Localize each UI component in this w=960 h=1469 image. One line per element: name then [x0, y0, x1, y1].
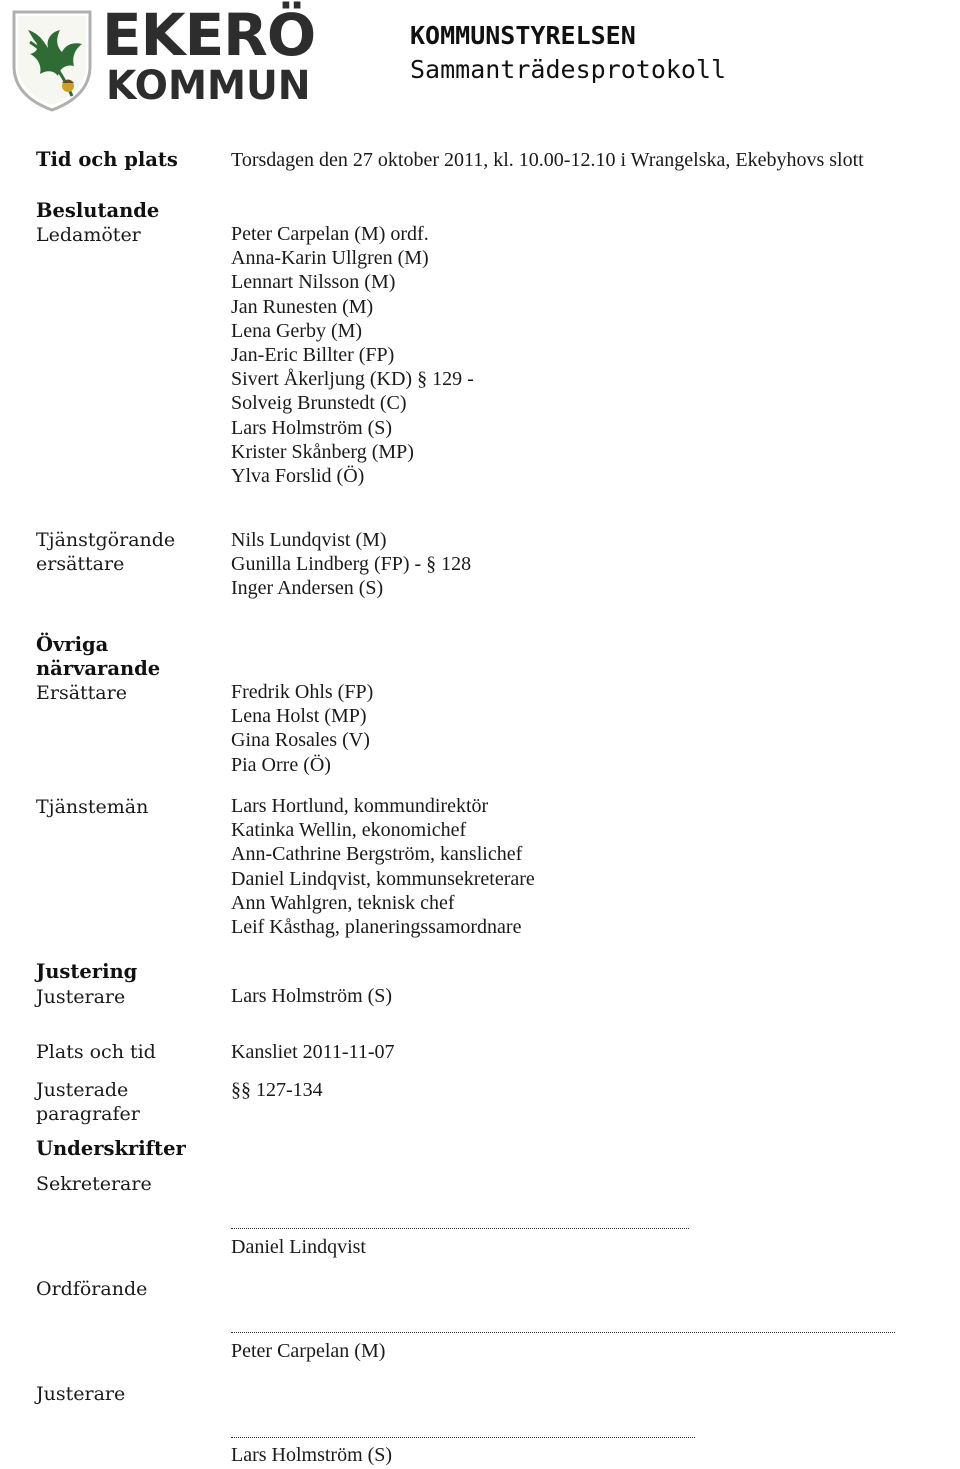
list-item: Lars Hortlund, kommundirektör	[231, 795, 489, 817]
list-item: Inger Andersen (S)	[231, 577, 384, 600]
list-item: Jan Runesten (M)	[231, 295, 374, 318]
list-item: Sivert Åkerljung (KD) § 129 -	[231, 368, 474, 391]
list-item: Jan-Eric Billter (FP)	[231, 343, 395, 366]
oak-leaf-shield-icon	[10, 8, 94, 112]
time-place-value: Torsdagen den 27 oktober 2011, kl. 10.00-12.10 i Wrangelska, Ekebyhovs slott	[231, 149, 864, 171]
members-label: Ledamöter	[36, 224, 141, 246]
logo-text-kommun: KOMMUN	[106, 63, 311, 109]
chair-signature-line	[231, 1332, 895, 1333]
paragraphs-label	[36, 1078, 140, 1126]
list-item: Lena Holst (MP)	[231, 705, 367, 728]
list-item: Lars Holmström (S)	[231, 416, 393, 439]
signatures-heading: Underskrifter	[36, 1137, 186, 1160]
list-item: Gunilla Lindberg (FP) - § 128	[231, 553, 472, 576]
deciding-heading: Beslutande	[36, 199, 160, 222]
adjuster-value: Lars Holmström (S)	[231, 985, 393, 1007]
label-line: Justerade	[36, 1079, 129, 1101]
list-item: Fredrik Ohls (FP)	[231, 681, 374, 703]
logo-text-ekero: EKERÖ	[102, 1, 316, 69]
substitutes-label: Ersättare	[36, 682, 127, 704]
list-item: Anna-Karin Ullgren (M)	[231, 247, 429, 270]
adjuster-sig-label: Justerare	[36, 1383, 126, 1405]
list-item: Peter Carpelan (M) ordf.	[231, 223, 429, 245]
substitutes-list	[231, 680, 373, 777]
members-list	[231, 222, 474, 488]
officials-list	[231, 794, 535, 939]
adjuster-signature-line	[231, 1437, 695, 1438]
list-item: Lennart Nilsson (M)	[231, 271, 396, 294]
list-item: Solveig Brunstedt (C)	[231, 392, 407, 415]
secretary-name: Daniel Lindqvist	[231, 1236, 366, 1258]
list-item: Daniel Lindqvist, kommunsekreterare	[231, 867, 535, 890]
list-item: Ylva Forslid (Ö)	[231, 464, 365, 487]
adjuster-name: Lars Holmström (S)	[231, 1444, 393, 1466]
paragraphs-value: §§ 127-134	[231, 1079, 323, 1101]
list-item: Katinka Wellin, ekonomichef	[231, 819, 467, 842]
label-line: Tjänstgörande	[36, 529, 176, 551]
list-item: Lena Gerby (M)	[231, 319, 363, 342]
adjustment-heading: Justering	[36, 960, 138, 983]
chair-name: Peter Carpelan (M)	[231, 1340, 386, 1362]
doc-type: Sammanträdesprotokoll	[410, 55, 727, 84]
org-title: KOMMUNSTYRELSEN	[410, 21, 636, 50]
heading-line: Övriga	[36, 633, 109, 656]
label-line: paragrafer	[36, 1103, 140, 1125]
list-item: Krister Skånberg (MP)	[231, 440, 414, 463]
logo	[10, 1, 316, 114]
serving-substitutes-label	[36, 528, 175, 576]
adjuster-label: Justerare	[36, 986, 126, 1008]
list-item: Ann Wahlgren, teknisk chef	[231, 891, 455, 914]
heading-line: närvarande	[36, 657, 161, 680]
list-item: Pia Orre (Ö)	[231, 753, 331, 776]
others-heading	[36, 633, 160, 681]
place-time-label: Plats och tid	[36, 1041, 156, 1063]
list-item: Nils Lundqvist (M)	[231, 529, 387, 551]
chair-label: Ordförande	[36, 1278, 148, 1300]
secretary-signature-line	[231, 1228, 689, 1229]
list-item: Gina Rosales (V)	[231, 729, 370, 752]
time-place-label: Tid och plats	[36, 148, 178, 171]
list-item: Leif Kåsthag, planeringssamordnare	[231, 915, 522, 938]
list-item: Ann-Cathrine Bergström, kanslichef	[231, 843, 523, 866]
officials-label: Tjänstemän	[36, 796, 149, 818]
serving-substitutes-list	[231, 528, 471, 601]
secretary-label: Sekreterare	[36, 1173, 152, 1195]
label-line: ersättare	[36, 553, 125, 575]
place-time-value: Kansliet 2011-11-07	[231, 1041, 395, 1063]
